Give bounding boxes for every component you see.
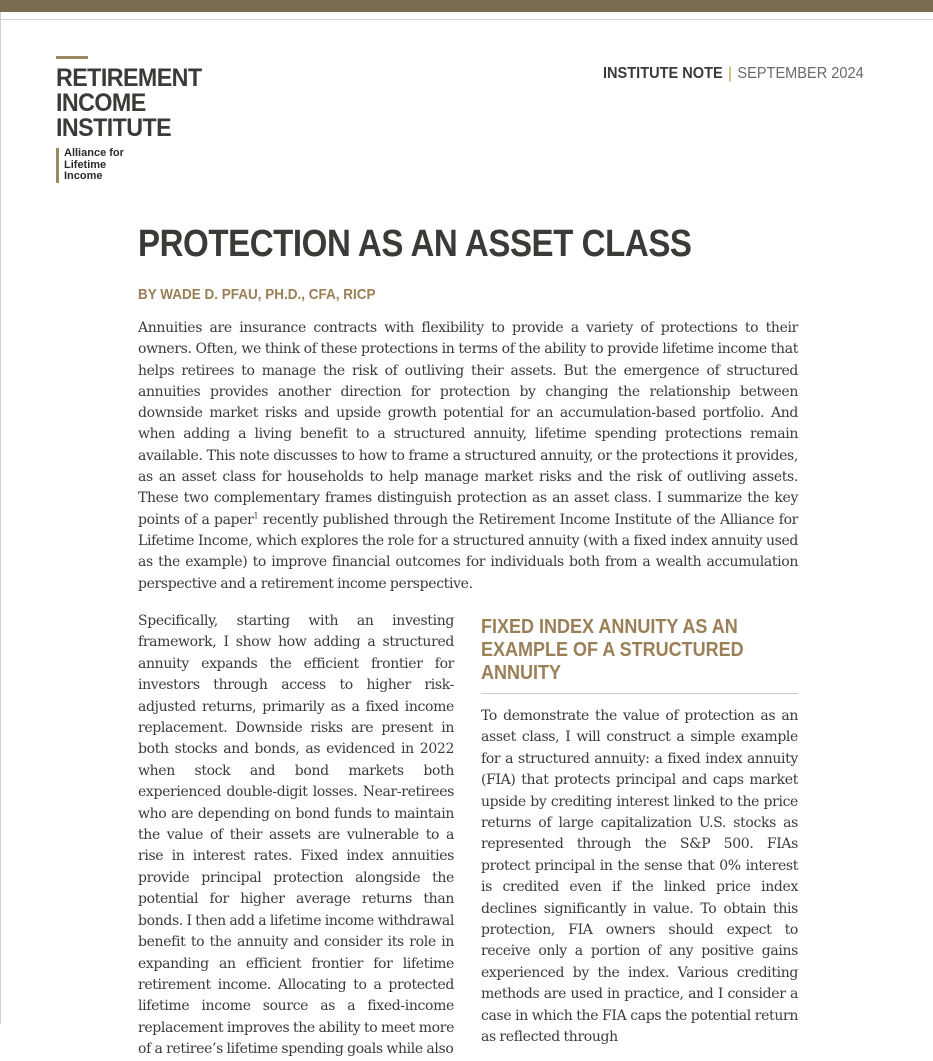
section-heading-line2: EXAMPLE OF A STRUCTURED (481, 639, 744, 661)
section-heading-line1: FIXED INDEX ANNUITY AS AN (481, 616, 738, 638)
page-title: PROTECTION AS AN ASSET CLASS (138, 223, 692, 265)
top-border-bar (0, 0, 933, 12)
left-column-paragraph: Specifically, starting with an investing framework, I show how adding a structured annuity expands the efficient frontier for investors through access to higher risk-adjusted returns, primarily as a fixed income replacement. Downside risks are present in both stocks and bonds, as evidenced in 2022 when stock and bond markets both experienced double-digit losses. Near-retirees who are depending on bond funds to maintain the value of their assets are vulnerable to a rise in interest rates. Fixed index annuities provide principal protection alongside the potential for higher average returns than bonds. I then add a lifetime income withdrawal benefit to the annuity and consider its role in expanding an efficient frontier for lifetime retirement income. Allocating to a protected lifetime income source as a fixed-income replacement improves the ability to meet more of a retiree’s lifetime spending goals while also (138, 613, 454, 1058)
intro-text-before: Annuities are insurance contracts with flexibility to provide a variety of protections to their owners. Often, we think of these protections in terms of the ability to provide lifetime income that helps retirees to manage the risk of outliving their assets. But the emergence of structured annuities provides another direction for protection by changing the relationship between downside market risks and upside growth potential for an accumulation-based portfolio. And when adding a living benefit to a structured annuity, lifetime spending protections remain available. This note discusses to how to frame a structured annuity, or the protections it provides, as an asset class for households to help manage market risks and the risk of outliving assets. These two complementary frames distinguish protection as an asset class. I summarize the key points of a paper (138, 320, 798, 528)
logo-accent-dash (56, 56, 88, 59)
logo-line-income: INCOME (56, 89, 146, 117)
logo-sub-line1: Alliance for (64, 147, 124, 159)
page-left-edge (0, 12, 1, 1024)
right-column-paragraph: To demonstrate the value of protection as an asset class, I will construct a simple example for a structured annuity: a fixed index annuity (FIA) that protects principal and caps market upside by crediting interest linked to the price returns of large capitalization U.S. stocks as represented through the S&P 500. FIAs protect principal in the sense that 0% interest is credited even if the linked price index declines significantly in value. To obtain this protection, FIA owners should expect to receive only a portion of any positive gains experienced by the index. Various crediting methods are used in practice, and I consider a case in which the FIA caps the potential return as reflected through (481, 708, 798, 1046)
note-date: SEPTEMBER 2024 (737, 65, 864, 82)
section-divider (481, 693, 798, 694)
section-heading-line3: ANNUITY (481, 662, 562, 684)
document-header (603, 64, 864, 84)
footnote-marker[interactable]: 1 (253, 511, 259, 521)
logo-subtitle (56, 148, 124, 183)
institute-logo (56, 66, 202, 141)
logo-line-institute: INSTITUTE (56, 114, 172, 142)
author-byline: BY WADE D. PFAU, PH.D., CFA, RICP (138, 286, 376, 303)
header-separator: | (728, 65, 732, 82)
note-label: INSTITUTE NOTE (603, 65, 723, 82)
section-heading (481, 616, 769, 685)
logo-sub-line2: Lifetime (64, 158, 107, 171)
intro-text-after: recently published through the Retirement Income Institute of the Alliance for Lifetime Income, which explores the role for a structured annuity (with a fixed index annuity used as the example) to improve financial outcomes for individuals both from a wealth accumulation perspective and a retirement income perspective. (138, 511, 798, 592)
top-divider-line (0, 19, 933, 20)
logo-sub-line3: Income (64, 170, 103, 182)
logo-line-retirement: RETIREMENT (56, 64, 202, 92)
intro-paragraph (138, 318, 798, 595)
